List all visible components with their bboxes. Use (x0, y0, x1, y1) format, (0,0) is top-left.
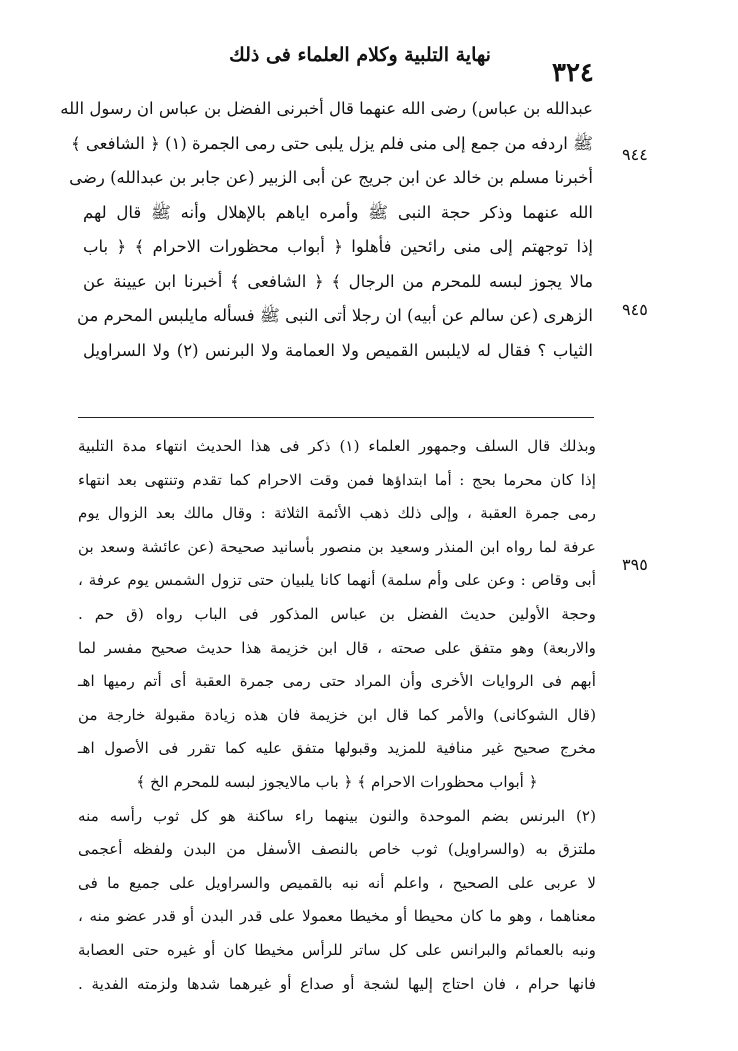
text-line: عبدالله بن عباس) رضى الله عنهما قال أخبرنى الفضل بن عباس ان رسول الله (60, 99, 593, 118)
text-line: الزهرى (عن سالم عن أبيه) ان رجلا أتى النبى ﷺ فسأله مايلبس المحرم من (76, 306, 593, 325)
footnote-line: لا عربى على الصحيح ، واعلم أنه نبه بالقميص والسراويل على جميع ما فى (78, 873, 596, 892)
text-line: مالا يجوز لبسه للمحرم من الرجال ﴾ ﴿ الشافعى ﴾ أخبرنا ابن عيينة عن (83, 271, 593, 291)
footnote-line: وحجة الأولين حديث الفضل بن عباس المذكور فى الباب رواه (ق حم . (78, 604, 596, 623)
text-line: الثياب ؟ فقال له لايلبس القميص ولا العمامة ولا البرنس (٢) ولا السراويل (83, 340, 594, 360)
text-line: أخبرنا مسلم بن خالد عن ابن جريج عن أبى الزبير (عن جابر بن عبدالله) رضى (69, 168, 593, 187)
margin-number: ٣٩٥ (622, 555, 648, 574)
footnote-line: معناهما ، وهو ما كان محيطا أو مخيطا معمولا على قدر البدن أو قدر عضو منه ، (78, 907, 596, 926)
footnotes (78, 430, 596, 1001)
footnote-divider (78, 417, 594, 418)
page-number: ٣٢٤ (552, 58, 594, 88)
text-line: ﷺ اردفه من جمع إلى منى فلم يزل يلبى حتى رمى الجمرة (١) ﴿ الشافعى ﴾ (71, 133, 593, 153)
footnote-line: إذا كان محرما بحج : أما ابتداؤها فمن وقت الاحرام كما تقدم وتنتهى بعد انتهاء (78, 470, 596, 489)
footnote-line: (قال الشوكانى) والأمر كما قال ابن خزيمة فان هذه زيادة مقبولة خارجة من (78, 705, 596, 724)
footnote-line: رمى جمرة العقبة ، وإلى ذلك ذهب الأئمة الثلاثة : وقال مالك بعد الزوال يوم (78, 504, 596, 523)
main-text (60, 92, 594, 368)
footnote-line: وبذلك قال السلف وجمهور العلماء (١) ذكر فى هذا الحديث انتهاء مدة التلبية (78, 437, 596, 455)
footnote-line: (٢) البرنس بضم الموحدة والنون بينهما راء ساكنة هو كل ثوب رأسه منه (78, 806, 596, 825)
footnote-line: أبهم فى الروايات الأخرى وأن المراد حتى رمى جمرة العقبة أى أتم رميها اهـ (78, 672, 596, 691)
footnote-line: فانها حرام ، فان احتاج إليها لشجة أو صداع أو غيرهما شدها ولزمته الفدية . (78, 974, 596, 993)
section-heading: ﴿ أبواب محظورات الاحرام ﴾ ﴿ باب مالايجوز لبسه للمحرم الخ ﴾ (136, 772, 538, 791)
text-line: إذا توجهتم إلى منى رائحين فأهلوا ﴿ أبواب محظورات الاحرام ﴾ ﴿ باب (83, 237, 593, 256)
text-line: الله عنهما وذكر حجة النبى ﷺ وأمره اياهم بالإهلال وأنه ﷺ قال لهم (83, 202, 593, 222)
footnote-line: عرفة لما رواه ابن المنذر وسعيد بن منصور بأسانيد صحيحة (عن عائشة وسعد بن (78, 537, 596, 556)
footnote-line: ونبه بالعمائم والبرانس على كل ساتر للرأس مخيطا كان أو غيره حتى العصابة (78, 940, 596, 959)
footnote-line: والاربعة) وهو متفق على صحته ، قال ابن خزيمة هذا حديث صحيح مفسر لما (78, 638, 596, 657)
footnote-line: أبى وقاص : وعن على وأم سلمة) أنهما كانا يلبيان حتى تزول الشمس يوم عرفة ، (78, 571, 596, 590)
margin-number: ٩٤٥ (622, 300, 648, 319)
margin-number: ٩٤٤ (622, 145, 648, 164)
page-title: نهاية التلبية وكلام العلماء فى ذلك (229, 44, 491, 66)
footnote-line: ملتزق به (والسراويل) ثوب خاص بالنصف الأسفل من البدن ولفظه أعجمى (78, 840, 596, 859)
footnote-line: مخرج صحيح غير منافية للمزيد وقبولها متفق عليه كما تقرر فى الأصول اهـ (78, 739, 596, 758)
